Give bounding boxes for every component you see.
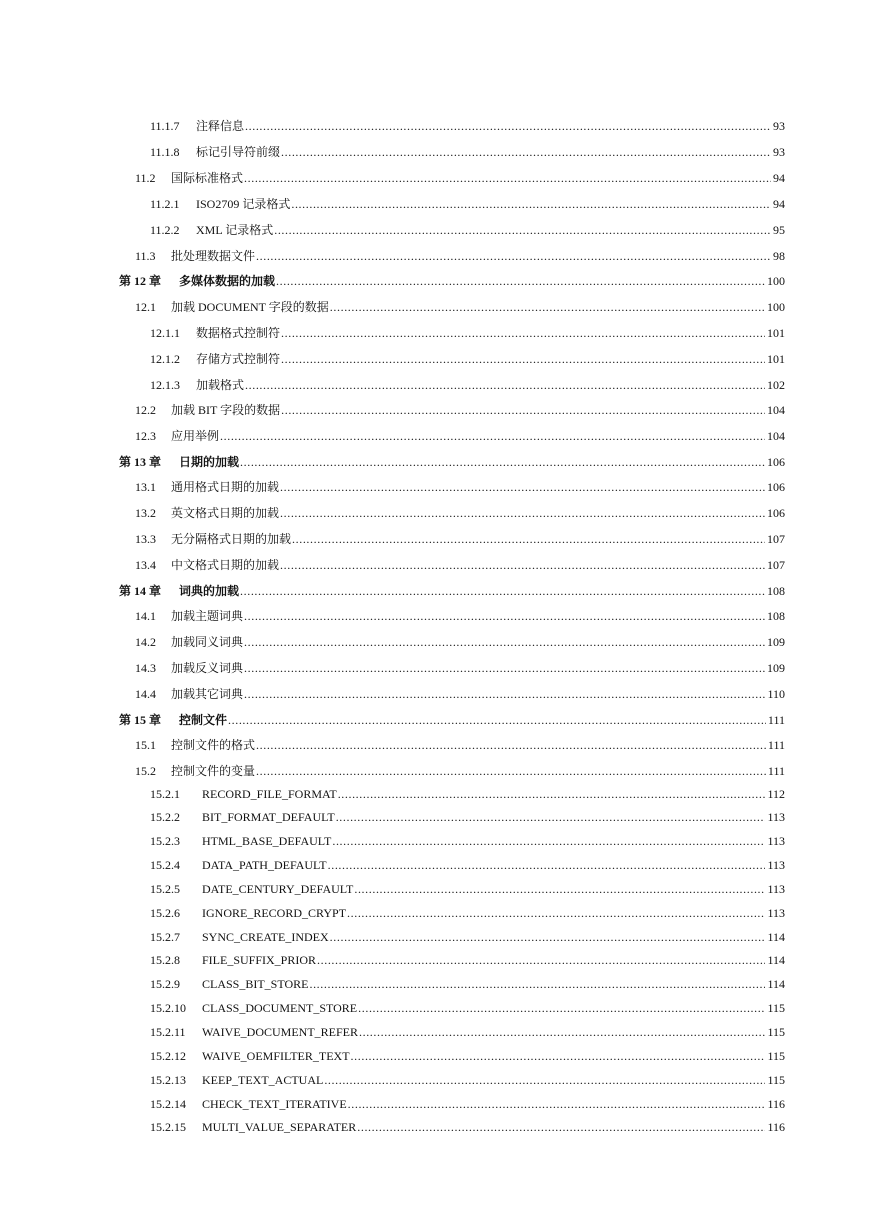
toc-entry-number: 15.2.4 bbox=[150, 858, 180, 872]
toc-entry[interactable] bbox=[150, 930, 785, 946]
toc-entry-page-number: 106 bbox=[767, 480, 785, 494]
toc-entry-title: DATA_PATH_DEFAULT bbox=[202, 858, 327, 872]
dot-leader bbox=[240, 455, 765, 470]
toc-entry[interactable] bbox=[135, 556, 785, 572]
toc-entry-title: 英文格式日期的加载 bbox=[171, 506, 280, 520]
toc-entry-title: DATE_CENTURY_DEFAULT bbox=[202, 882, 354, 896]
toc-entry-page-number: 114 bbox=[767, 977, 785, 991]
toc-entry-title: KEEP_TEXT_ACTUAL bbox=[202, 1073, 324, 1087]
toc-entry-title: 存储方式控制符 bbox=[196, 352, 281, 366]
toc-entry-title: CHECK_TEXT_ITERATIVE bbox=[202, 1097, 347, 1111]
toc-entry[interactable] bbox=[135, 607, 785, 623]
toc-entry-number: 15.2 bbox=[135, 764, 156, 778]
dot-leader bbox=[292, 532, 765, 547]
toc-entry-page-number: 101 bbox=[767, 352, 785, 366]
dot-leader bbox=[336, 810, 766, 825]
toc-entry-page-number: 115 bbox=[767, 1049, 785, 1063]
toc-entry-number: 第 12 章 bbox=[119, 274, 162, 288]
dot-leader bbox=[256, 764, 766, 779]
toc-entry[interactable] bbox=[150, 376, 785, 392]
dot-leader bbox=[245, 378, 765, 393]
dot-leader bbox=[244, 609, 765, 624]
dot-leader bbox=[281, 326, 765, 341]
toc-entry[interactable] bbox=[150, 1025, 785, 1041]
toc-entry-page-number: 107 bbox=[767, 558, 785, 572]
toc-entry-page-number: 116 bbox=[767, 1120, 785, 1134]
toc-entry-page-number: 109 bbox=[767, 661, 785, 675]
toc-entry-page-number: 113 bbox=[767, 882, 785, 896]
toc-entry[interactable] bbox=[119, 272, 785, 288]
toc-entry-number: 14.2 bbox=[135, 635, 156, 649]
toc-entry-page-number: 108 bbox=[767, 584, 785, 598]
toc-entry-number: 15.2.14 bbox=[150, 1097, 186, 1111]
toc-entry[interactable] bbox=[119, 711, 785, 727]
dot-leader bbox=[351, 1049, 766, 1064]
toc-entry-title: MULTI_VALUE_SEPARATER bbox=[202, 1120, 357, 1134]
dot-leader bbox=[338, 787, 766, 802]
toc-entry[interactable] bbox=[150, 1097, 785, 1113]
toc-entry-page-number: 104 bbox=[767, 403, 785, 417]
dot-leader bbox=[281, 352, 765, 367]
dot-leader bbox=[359, 1025, 765, 1040]
toc-entry-page-number: 94 bbox=[773, 197, 785, 211]
toc-entry[interactable] bbox=[135, 633, 785, 649]
toc-entry[interactable] bbox=[150, 324, 785, 340]
toc-entry-number: 15.2.2 bbox=[150, 810, 180, 824]
toc-entry-title: WAIVE_OEMFILTER_TEXT bbox=[202, 1049, 350, 1063]
toc-entry-number: 14.4 bbox=[135, 687, 156, 701]
toc-entry-number: 12.1.3 bbox=[150, 378, 180, 392]
toc-entry-title: XML 记录格式 bbox=[196, 223, 274, 237]
dot-leader bbox=[357, 1120, 765, 1135]
toc-entry-title: WAIVE_DOCUMENT_REFER bbox=[202, 1025, 358, 1039]
toc-entry-number: 11.2 bbox=[135, 171, 156, 185]
toc-entry-number: 13.4 bbox=[135, 558, 156, 572]
dot-leader bbox=[332, 834, 765, 849]
toc-entry[interactable] bbox=[150, 1049, 785, 1065]
toc-entry-page-number: 93 bbox=[773, 119, 785, 133]
toc-entry-title: 加载其它词典 bbox=[171, 687, 244, 701]
toc-entry[interactable] bbox=[150, 195, 785, 211]
toc-entry[interactable] bbox=[135, 736, 785, 752]
toc-entry[interactable] bbox=[135, 401, 785, 417]
toc-entry-title: 日期的加载 bbox=[179, 455, 240, 469]
toc-entry-page-number: 113 bbox=[767, 834, 785, 848]
dot-leader bbox=[276, 274, 765, 289]
toc-entry-title: 加载 BIT 字段的数据 bbox=[171, 403, 281, 417]
dot-leader bbox=[309, 977, 765, 992]
toc-entry-title: FILE_SUFFIX_PRIOR bbox=[202, 953, 317, 967]
toc-entry-page-number: 115 bbox=[767, 1025, 785, 1039]
toc-entry[interactable] bbox=[150, 787, 785, 803]
toc-entry-number: 第 13 章 bbox=[119, 455, 162, 469]
dot-leader bbox=[348, 1097, 766, 1112]
dot-leader bbox=[317, 953, 765, 968]
toc-entry-page-number: 109 bbox=[767, 635, 785, 649]
toc-entry-page-number: 111 bbox=[767, 764, 785, 778]
toc-entry-number: 15.2.11 bbox=[150, 1025, 186, 1039]
toc-entry-title: 多媒体数据的加载 bbox=[179, 274, 276, 288]
toc-entry-title: 通用格式日期的加载 bbox=[171, 480, 280, 494]
toc-entry[interactable] bbox=[150, 977, 785, 993]
toc-entry-page-number: 116 bbox=[767, 1097, 785, 1111]
toc-entry-number: 15.2.8 bbox=[150, 953, 180, 967]
dot-leader bbox=[228, 713, 766, 728]
toc-entry-page-number: 115 bbox=[767, 1001, 785, 1015]
toc-entry-page-number: 113 bbox=[767, 810, 785, 824]
dot-leader bbox=[281, 145, 771, 160]
toc-entry-page-number: 113 bbox=[767, 906, 785, 920]
toc-entry-number: 15.2.3 bbox=[150, 834, 180, 848]
toc-entry-title: HTML_BASE_DEFAULT bbox=[202, 834, 332, 848]
toc-entry[interactable] bbox=[150, 1001, 785, 1017]
toc-entry-number: 15.2.10 bbox=[150, 1001, 186, 1015]
toc-entry-number: 15.2.5 bbox=[150, 882, 180, 896]
toc-entry[interactable] bbox=[150, 810, 785, 826]
toc-entry-title: RECORD_FILE_FORMAT bbox=[202, 787, 337, 801]
toc-entry-title: 加载格式 bbox=[196, 378, 245, 392]
toc-entry-page-number: 113 bbox=[767, 858, 785, 872]
dot-leader bbox=[330, 930, 766, 945]
dot-leader bbox=[347, 906, 765, 921]
toc-entry[interactable] bbox=[119, 453, 785, 469]
toc-entry-title: 加载反义词典 bbox=[171, 661, 244, 675]
dot-leader bbox=[256, 249, 771, 264]
toc-entry-page-number: 106 bbox=[767, 455, 785, 469]
toc-entry[interactable] bbox=[135, 685, 785, 701]
toc-entry[interactable] bbox=[135, 298, 785, 314]
toc-entry[interactable] bbox=[150, 1073, 785, 1089]
toc-entry-title: 控制文件 bbox=[179, 713, 228, 727]
toc-entry-title: 中文格式日期的加载 bbox=[171, 558, 280, 572]
dot-leader bbox=[244, 661, 765, 676]
toc-entry-number: 12.1.2 bbox=[150, 352, 180, 366]
toc-entry[interactable] bbox=[150, 882, 785, 898]
toc-entry-title: 注释信息 bbox=[196, 119, 245, 133]
toc-entry-number: 11.3 bbox=[135, 249, 156, 263]
dot-leader bbox=[281, 403, 765, 418]
toc-entry-number: 11.1.8 bbox=[150, 145, 180, 159]
dot-leader bbox=[280, 480, 765, 495]
toc-entry-title: 国际标准格式 bbox=[171, 171, 244, 185]
toc-entry-title: CLASS_DOCUMENT_STORE bbox=[202, 1001, 358, 1015]
toc-entry-number: 11.1.7 bbox=[150, 119, 180, 133]
dot-leader bbox=[245, 119, 771, 134]
toc-entry[interactable] bbox=[150, 117, 785, 133]
toc-entry-number: 13.2 bbox=[135, 506, 156, 520]
toc-entry-page-number: 115 bbox=[767, 1073, 785, 1087]
toc-entry-title: CLASS_BIT_STORE bbox=[202, 977, 309, 991]
toc-entry-page-number: 93 bbox=[773, 145, 785, 159]
dot-leader bbox=[358, 1001, 765, 1016]
toc-entry-page-number: 112 bbox=[767, 787, 785, 801]
toc-entry-number: 14.3 bbox=[135, 661, 156, 675]
toc-entry-title: 加载 DOCUMENT 字段的数据 bbox=[171, 300, 329, 314]
toc-entry[interactable] bbox=[135, 504, 785, 520]
toc-entry-number: 12.1.1 bbox=[150, 326, 180, 340]
toc-entry-page-number: 110 bbox=[767, 687, 785, 701]
dot-leader bbox=[280, 506, 765, 521]
toc-entry-number: 13.1 bbox=[135, 480, 156, 494]
toc-entry-number: 12.3 bbox=[135, 429, 156, 443]
toc-entry-page-number: 102 bbox=[767, 378, 785, 392]
toc-entry-number: 15.2.6 bbox=[150, 906, 180, 920]
toc-entry-page-number: 100 bbox=[767, 274, 785, 288]
dot-leader bbox=[244, 171, 771, 186]
toc-entry-title: 标记引导符前缀 bbox=[196, 145, 281, 159]
toc-entry[interactable] bbox=[135, 659, 785, 675]
toc-entry-page-number: 114 bbox=[767, 930, 785, 944]
toc-entry-title: 控制文件的变量 bbox=[171, 764, 256, 778]
toc-entry[interactable] bbox=[150, 143, 785, 159]
toc-entry-page-number: 100 bbox=[767, 300, 785, 314]
toc-entry-number: 15.2.9 bbox=[150, 977, 180, 991]
toc-entry-page-number: 104 bbox=[767, 429, 785, 443]
toc-entry-number: 13.3 bbox=[135, 532, 156, 546]
toc-entry-number: 15.2.15 bbox=[150, 1120, 186, 1134]
toc-entry[interactable] bbox=[135, 530, 785, 546]
dot-leader bbox=[256, 738, 766, 753]
toc-entry-number: 15.1 bbox=[135, 738, 156, 752]
toc-entry-title: 加载同义词典 bbox=[171, 635, 244, 649]
dot-leader bbox=[274, 223, 771, 238]
dot-leader bbox=[354, 882, 765, 897]
toc-entry-page-number: 95 bbox=[773, 223, 785, 237]
toc-entry[interactable] bbox=[150, 953, 785, 969]
toc-entry-title: 控制文件的格式 bbox=[171, 738, 256, 752]
toc-entry[interactable] bbox=[135, 169, 785, 185]
toc-entry-number: 11.2.2 bbox=[150, 223, 180, 237]
toc-entry[interactable] bbox=[150, 221, 785, 237]
toc-entry[interactable] bbox=[135, 762, 785, 778]
toc-entry-number: 14.1 bbox=[135, 609, 156, 623]
toc-entry-page-number: 98 bbox=[773, 249, 785, 263]
toc-entry-page-number: 101 bbox=[767, 326, 785, 340]
toc-entry-title: 加载主题词典 bbox=[171, 609, 244, 623]
toc-entry[interactable] bbox=[150, 906, 785, 922]
toc-entry-number: 15.2.13 bbox=[150, 1073, 186, 1087]
toc-entry-number: 第 15 章 bbox=[119, 713, 162, 727]
toc-entry-page-number: 106 bbox=[767, 506, 785, 520]
toc-entry-number: 15.2.12 bbox=[150, 1049, 186, 1063]
toc-entry[interactable] bbox=[119, 582, 785, 598]
toc-entry[interactable] bbox=[135, 427, 785, 443]
toc-entry-number: 15.2.1 bbox=[150, 787, 180, 801]
toc-entry-page-number: 111 bbox=[767, 738, 785, 752]
toc-entry[interactable] bbox=[135, 247, 785, 263]
toc-entry-title: IGNORE_RECORD_CRYPT bbox=[202, 906, 347, 920]
toc-entry-title: 无分隔格式日期的加载 bbox=[171, 532, 292, 546]
toc-entry-title: 词典的加载 bbox=[179, 584, 240, 598]
dot-leader bbox=[328, 858, 766, 873]
toc-entry-number: 15.2.7 bbox=[150, 930, 180, 944]
toc-entry-number: 第 14 章 bbox=[119, 584, 162, 598]
dot-leader bbox=[330, 300, 765, 315]
toc-entry-page-number: 114 bbox=[767, 953, 785, 967]
toc-entry-page-number: 111 bbox=[767, 713, 785, 727]
dot-leader bbox=[244, 687, 765, 702]
toc-entry-number: 12.2 bbox=[135, 403, 156, 417]
toc-entry[interactable] bbox=[135, 478, 785, 494]
toc-entry-title: 应用举例 bbox=[171, 429, 220, 443]
dot-leader bbox=[240, 584, 765, 599]
dot-leader bbox=[244, 635, 765, 650]
toc-entry[interactable] bbox=[150, 350, 785, 366]
dot-leader bbox=[324, 1073, 765, 1088]
toc-entry-number: 11.2.1 bbox=[150, 197, 180, 211]
toc-entry-page-number: 107 bbox=[767, 532, 785, 546]
dot-leader bbox=[280, 558, 765, 573]
dot-leader bbox=[220, 429, 765, 444]
toc-entry-title: ISO2709 记录格式 bbox=[196, 197, 291, 211]
toc-entry-number: 12.1 bbox=[135, 300, 156, 314]
toc-entry[interactable] bbox=[150, 1120, 785, 1136]
toc-entry-page-number: 94 bbox=[773, 171, 785, 185]
dot-leader bbox=[291, 197, 771, 212]
toc-entry[interactable] bbox=[150, 834, 785, 850]
toc-entry-title: BIT_FORMAT_DEFAULT bbox=[202, 810, 335, 824]
toc-entry-title: 批处理数据文件 bbox=[171, 249, 256, 263]
toc-entry[interactable] bbox=[150, 858, 785, 874]
toc-entry-title: SYNC_CREATE_INDEX bbox=[202, 930, 329, 944]
toc-entry-page-number: 108 bbox=[767, 609, 785, 623]
toc-entry-title: 数据格式控制符 bbox=[196, 326, 281, 340]
